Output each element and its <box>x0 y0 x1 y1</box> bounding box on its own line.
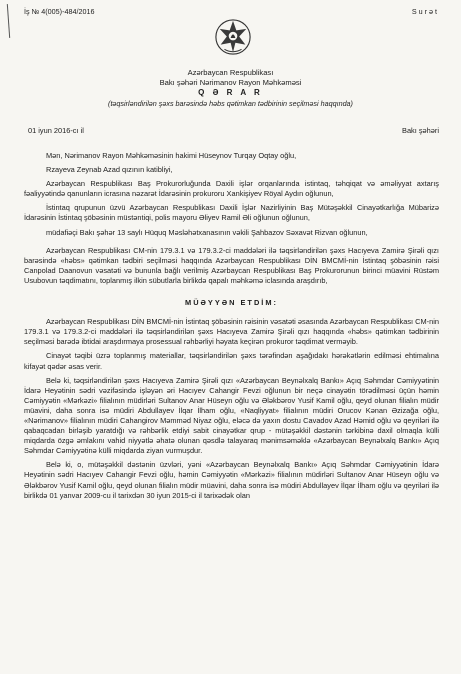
azerbaijan-state-emblem-icon <box>214 18 252 56</box>
page-bottom-edge <box>0 668 461 674</box>
paragraph-findings: Azərbaycan Respublikası DİN BMCMİ-nin İstintaq şöbəsinin rəisinin vəsatəti əsasında Azərbaycan Respublikası CM-nin 179.3.1 və 179.3.2-ci maddələri ilə təqsirləndirilən şəxs Hacıyeva Zamirə Şirəli qızı haqqında «həbs» qətimkan tədbirinin seçilməsi barədə ibtidai araşdırmaya prosessual rəhbərliyi həyata keçirən prokuror təqdimat verməyib. <box>24 317 439 347</box>
court-block <box>0 68 461 109</box>
date-place-row <box>28 126 439 136</box>
paragraph-judge: Mən, Nərimanov Rayon Məhkəməsinin hakimi Hüseynov Turqay Oqtay oğlu, <box>46 151 297 160</box>
paragraph-defender: müdafiəçi Bakı şəhər 13 saylı Hüquq Məsləhətxanasının vəkili Şahbazov Səxavət Rizvan oğlunun, <box>46 227 368 237</box>
document-body <box>24 151 439 505</box>
paragraph-investigator: İstintaq qrupunun üzvü Azərbaycan Respublikası Daxili İşlər Nazirliyinin Baş Mütəşəkkil Cinayətkarlığa Mübarizə İdarəsinin İstintaq şöbəsinin müstəntiqi, polis mayoru Əliyev Ramil Əli oğlunun oğlunun, <box>24 203 439 223</box>
case-number: İş № 4(005)-484/2016 <box>24 7 95 16</box>
decision-title: Q Ə R A R <box>198 88 263 98</box>
decision-date: 01 iyun 2016-cı il <box>28 126 84 135</box>
paragraph-prosecutor: Azərbaycan Respublikası Baş Prokurorluğunda Daxili işlər orqanlarında istintaq, təhqiqat və əməliyyat axtarış fəaliyyətində qanunların icrasına nəzarət İdarəsinin prokuroru Xankişiyev Röyal Aydın oğlunun, <box>24 179 439 199</box>
section-heading: MÜƏYYƏN ETDİM: <box>185 298 278 308</box>
republic-name: Azərbaycan Respublikası <box>187 68 274 77</box>
paragraph-charges: Belə ki, təqsirləndirilən şəxs Hacıyeva Zamirə Şirəli qızı «Azərbaycan Beynəlxalq Bankı» Açıq Səhmdar Cəmiyyətinin İdarə Heyətinin sədri vəzifəsində işləyən əri Hacıyev Cahangir Fevzi oğlunun bir neçə cinayətin törədilməsi üçün həmin Cəmiyyətin «Mərkəzi» filialının müdirləri Sultanov Anar Hüseyn oğlu və Ələkbərov Yusif Kamil oğlu, qeyd olunan filialın müdir müavini, daha sonra isə müdiri Abdullayev İlqar İlham oğlu, «Naqliyyat» filialının müdiri Orucov Kənan Əzizağa oğlu, «Nərimanov» filialının müdiri Cahangirov Məmməd Niyaz oğlu, eləcə də yaxın dostu Cavadov Azad Həmid oğlu və qeyriləri ilə qabaqcadan birləşib yaratdığı və rəhbərlik etdiyi sabit cinayətkar qrup - mütəşəkkil dəstənin tərkibinə daxil olmaqla külli miqdarda özgə əmlakını vahid niyyətlə əhatə olunan qəsdlə talayaraq mənimsəməklə «Azərbaycan Beynəlxalq Bankı» Açıq Səhmdar Cəmiyyətinə külli miqdarda ziyan vurmuşdur. <box>24 375 439 456</box>
paragraph-grounds: Cinayət təqibi üzrə toplanmış materiallar, təqsirləndirilən şəxs tərəfindən aşağıdakı hərəkətlərin edilməsi ehtimalına kifayət qədər əsas verir. <box>24 351 439 371</box>
copy-label: Surət <box>411 7 439 16</box>
paragraph-motion: Azərbaycan Respublikası CM-nin 179.3.1 və 179.3.2-ci maddələri ilə təqsirləndirilən şəxs Hacıyeva Zamirə Şirəli qızı barəsində «həbs» qətimkan tədbiri seçilməsi haqqında Azərbaycan Respublikası DİN BMCMİ-nin İstintaq şöbəsinin rəisi Canpolad Daanovun vəsatəti və bununla bağlı verilmiş Azərbaycan Respublikası Baş Prokurorunun birinci müavini Rüstəm Usubovun təqdimatını, toplanmış ilkin sübutlarla birlikdə qapalı məhkəmə iclasında araşdırıb, <box>24 245 439 285</box>
margin-pen-mark <box>7 4 10 38</box>
paragraph-secretary: Rzayeva Zeynab Azad qızının katibliyi, <box>46 165 173 175</box>
paragraph-charges-continued: Belə ki, o, mütəşəkkil dəstənin üzvləri, yəni «Azərbaycan Beynəlxalq Bankı» Açıq Səhmdar Cəmiyyətinin İdarə Heyətinin sədri Hacıyev Cahangir Fevzi oğlu, həmin Cəmiyyətin «Mərkəzi» filialının müdirləri Sultanov Anar Hüseyn oğlu və Ələkbərov Yusif Kamil oğlu, qeyd olunan filialın müdir müavini, daha sonra isə müdiri Abdullayev İlqar İlham oğlu və qeyriləri ilə birlikdə 01 yanvar 2009-cu il tarixdən 30 iyun 2015-ci il tarixədək olan <box>24 460 439 500</box>
decision-subtitle: (təqsirləndirilən şəxs barəsində həbs qətimkan tədbirinin seçilməsi haqqında) <box>108 98 353 108</box>
document-header <box>24 7 439 17</box>
decision-place: Bakı şəhəri <box>402 126 439 135</box>
court-name: Bakı şəhəri Nərimanov Rayon Məhkəməsi <box>159 78 302 88</box>
